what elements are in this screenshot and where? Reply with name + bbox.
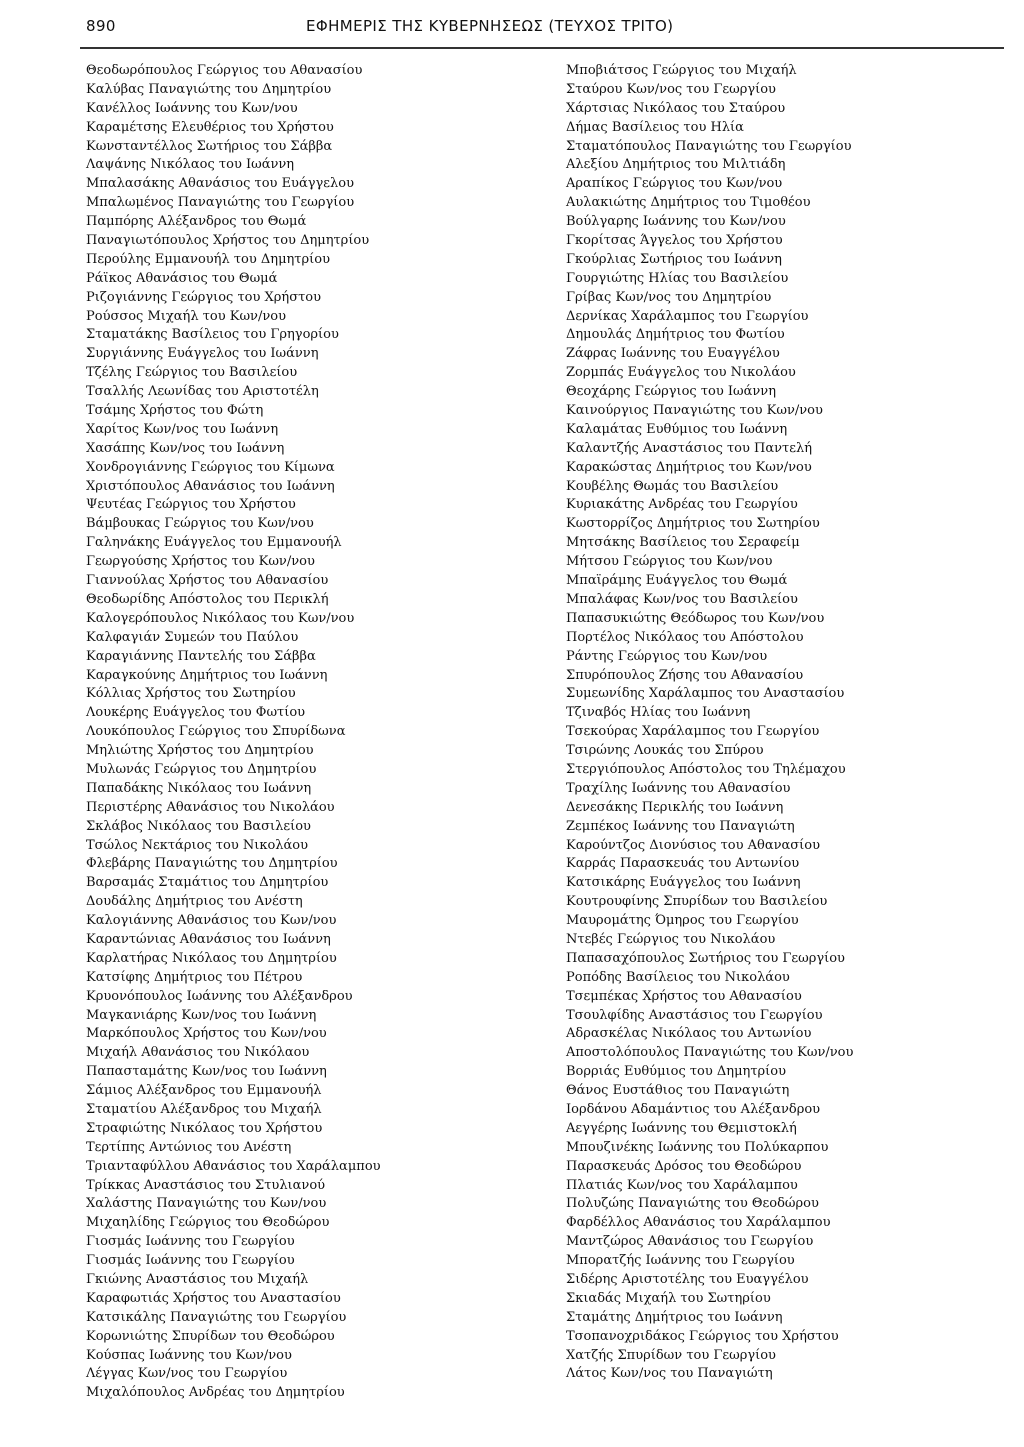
- name-entry: Καινούργιος Παναγιώτης του Κων/νου: [566, 403, 823, 419]
- name-entry: Μπαλάφας Κων/νος του Βασιλείου: [566, 591, 798, 607]
- name-entry: Καλογερόπουλος Νικόλαος του Κων/νου: [86, 610, 355, 626]
- name-entry: Μιχαηλίδης Γεώργιος του Θεοδώρου: [86, 1215, 330, 1231]
- name-entry: Τρίκκας Αναστάσιος του Στυλιανού: [86, 1177, 326, 1193]
- name-entry: Κουτρουφίνης Σπυρίδων του Βασιλείου: [566, 894, 828, 910]
- name-entry: Περιστέρης Αθανάσιος του Νικολάου: [86, 799, 335, 815]
- name-entry: Κωστορρίζος Δημήτριος του Σωτηρίου: [566, 516, 820, 532]
- name-entry: Σάμιος Αλέξανδρος του Εμμανουήλ: [86, 1083, 322, 1099]
- name-entry: Χονδρογιάννης Γεώργιος του Κίμωνα: [86, 459, 335, 475]
- name-entry: Κατσικάλης Παναγιώτης του Γεωργίου: [86, 1309, 347, 1325]
- name-entry: Σκιαδάς Μιχαήλ του Σωτηρίου: [566, 1290, 771, 1306]
- name-entry: Μπορατζής Ιωάννης του Γεωργίου: [566, 1253, 795, 1269]
- name-entry: Σκλάβος Νικόλαος του Βασιλείου: [86, 818, 311, 834]
- name-entry: Παμπόρης Αλέξανδρος του Θωμά: [86, 214, 307, 230]
- name-entry: Τσώλος Νεκτάριος του Νικολάου: [86, 837, 309, 853]
- name-entry: Μιχαήλ Αθανάσιος του Νικόλαου: [86, 1045, 310, 1061]
- name-entry: Καλφαγιάν Συμεών του Παύλου: [86, 629, 299, 645]
- name-entry: Μπαϊράμης Ευάγγελος του Θωμά: [566, 573, 788, 589]
- name-entry: Γιοσμάς Ιωάννης του Γεωργίου: [86, 1253, 295, 1269]
- name-entry: Θεοχάρης Γεώργιος του Ιωάννη: [566, 384, 776, 400]
- name-entry: Δημουλάς Δημήτριος του Φωτίου: [566, 327, 785, 343]
- name-entry: Χατζής Σπυρίδων του Γεωργίου: [566, 1347, 776, 1363]
- name-entry: Σπυρόπουλος Ζήσης του Αθανασίου: [566, 667, 804, 683]
- name-entry: Λουκόπουλος Γεώργιος του Σπυρίδωνα: [86, 724, 346, 740]
- name-entry: Γεωργούσης Χρήστος του Κων/νου: [86, 554, 315, 570]
- name-entry: Χάρτσιας Νικόλαος του Σταύρου: [566, 100, 786, 116]
- header-rule: [80, 47, 1004, 49]
- name-entry: Χριστόπουλος Αθανάσιος του Ιωάννη: [86, 478, 335, 494]
- name-entry: Τσεκούρας Χαράλαμπος του Γεωργίου: [566, 724, 820, 740]
- name-entry: Αποστολόπουλος Παναγιώτης του Κων/νου: [566, 1045, 854, 1061]
- name-entry: Καλαμάτας Ευθύμιος του Ιωάννη: [566, 421, 788, 437]
- name-entry: Γιοσμάς Ιωάννης του Γεωργίου: [86, 1234, 295, 1250]
- name-entry: Ράντης Γεώργιος του Κων/νου: [566, 648, 768, 664]
- name-entry: Σταμάτης Δημήτριος του Ιωάννη: [566, 1309, 783, 1325]
- name-entry: Ιορδάνου Αδαμάντιος του Αλέξανδρου: [566, 1101, 821, 1117]
- name-entry: Πολυζώης Παναγιώτης του Θεοδώρου: [566, 1196, 819, 1212]
- name-entry: Μποβιάτσος Γεώργιος του Μιχαήλ: [566, 63, 797, 78]
- name-entry: Σταματίου Αλέξανδρος του Μιχαήλ: [86, 1101, 322, 1117]
- name-entry: Τερτίπης Αντώνιος του Ανέστη: [86, 1139, 292, 1155]
- name-entry: Γουργιώτης Ηλίας του Βασιλείου: [566, 270, 789, 286]
- page-number: 890: [86, 17, 116, 35]
- name-entry: Δενεσάκης Περικλής του Ιωάννη: [566, 799, 784, 815]
- name-entry: Κατσίφης Δημήτριος του Πέτρου: [86, 969, 303, 985]
- name-entry: Μπαλωμένος Παναγιώτης του Γεωργίου: [86, 195, 355, 211]
- name-entry: Λουκέρης Ευάγγελος του Φωτίου: [86, 705, 306, 721]
- name-entry: Κόλλιας Χρήστος του Σωτηρίου: [86, 686, 296, 702]
- name-entry: Καλογιάννης Αθανάσιος του Κων/νου: [86, 913, 337, 929]
- name-entry: Αλεξίου Δημήτριος του Μιλτιάδη: [566, 157, 786, 173]
- name-entry: Καραμέτσης Ελευθέριος του Χρήστου: [86, 119, 334, 135]
- name-entry: Τσοπανοχριδάκος Γεώργιος του Χρήστου: [566, 1328, 839, 1344]
- name-entry: Καρλατήρας Νικόλαος του Δημητρίου: [86, 950, 337, 966]
- name-entry: Κυριακάτης Ανδρέας του Γεωργίου: [566, 497, 798, 513]
- name-entry: Μαρκόπουλος Χρήστος του Κων/νου: [86, 1026, 327, 1042]
- name-entry: Μηλιώτης Χρήστος του Δημητρίου: [86, 743, 314, 759]
- name-entry: Ζάφρας Ιωάννης του Ευαγγέλου: [566, 346, 780, 362]
- name-entry: Αεγγέρης Ιωάννης του Θεμιστοκλή: [566, 1120, 797, 1136]
- name-entry: Στεργιόπουλος Απόστολος του Τηλέμαχου: [566, 761, 846, 777]
- name-entry: Καλύβας Παναγιώτης του Δημητρίου: [86, 81, 332, 97]
- name-entry: Λάτος Κων/νος του Παναγιώτη: [566, 1366, 773, 1382]
- name-entry: Θεοδωρόπουλος Γεώργιος του Αθανασίου: [86, 63, 363, 78]
- name-entry: Κρυονόπουλος Ιωάννης του Αλέξανδρου: [86, 988, 353, 1004]
- name-entry: Παπασαχόπουλος Σωτήριος του Γεωργίου: [566, 950, 845, 966]
- name-entry: Καρακώστας Δημήτριος του Κων/νου: [566, 459, 812, 475]
- journal-title: ΕΦΗΜΕΡΙΣ ΤΗΣ ΚΥΒΕΡΝΗΣΕΩΣ (ΤΕΥΧΟΣ ΤΡΙΤΟ): [306, 17, 674, 35]
- name-entry: Μαντζώρος Αθανάσιος του Γεωργίου: [566, 1234, 814, 1250]
- name-entry: Ριζογιάννης Γεώργιος του Χρήστου: [86, 289, 322, 305]
- name-entry: Μαυρομάτης Όμηρος του Γεωργίου: [566, 913, 799, 929]
- name-entry: Τσάμης Χρήστος του Φώτη: [86, 403, 264, 419]
- name-entry: Μιχαλόπουλος Ανδρέας του Δημητρίου: [86, 1385, 345, 1401]
- name-entry: Καραγιάννης Παντελής του Σάββα: [86, 648, 316, 664]
- name-entry: Γκούρλιας Σωτήριος του Ιωάννη: [566, 251, 782, 267]
- name-entry: Πορτέλος Νικόλαος του Απόστολου: [566, 629, 804, 645]
- left-name-column: [86, 62, 506, 1403]
- name-entry: Σιδέρης Αριστοτέλης του Ευαγγέλου: [566, 1272, 809, 1287]
- name-entry: Βαρσαμάς Σταμάτιος του Δημητρίου: [86, 875, 329, 891]
- name-entry: Τριανταφύλλου Αθανάσιος του Χαράλαμπου: [86, 1158, 381, 1174]
- name-entry: Ζεμπέκος Ιωάννης του Παναγιώτη: [566, 818, 795, 834]
- name-entry: Παπασταμάτης Κων/νος του Ιωάννη: [86, 1064, 327, 1080]
- name-entry: Καρούντζος Διονύσιος του Αθανασίου: [566, 837, 821, 853]
- name-entry: Καραγκούνης Δημήτριος του Ιωάννη: [86, 667, 328, 683]
- name-entry: Μπαλασάκης Αθανάσιος του Ευάγγελου: [86, 176, 354, 192]
- name-entry: Παναγιωτόπουλος Χρήστος του Δημητρίου: [86, 233, 370, 249]
- name-entry: Χαρίτος Κων/νος του Ιωάννη: [86, 421, 279, 437]
- name-entry: Δήμας Βασίλειος του Ηλία: [566, 119, 744, 135]
- name-entry: Μητσάκης Βασίλειος του Σεραφείμ: [566, 535, 800, 551]
- name-entry: Αυλακιώτης Δημήτριος του Τιμοθέου: [566, 195, 811, 211]
- name-entry: Λέγγας Κων/νος του Γεωργίου: [86, 1366, 288, 1382]
- name-entry: Πλατιάς Κων/νος του Χαράλαμπου: [566, 1177, 798, 1193]
- name-entry: Τσεμπέκας Χρήστος του Αθανασίου: [566, 988, 802, 1004]
- name-entry: Παπασυκιώτης Θεόδωρος του Κων/νου: [566, 610, 825, 626]
- name-entry: Κωνσταντέλλος Σωτήριος του Σάββα: [86, 138, 333, 154]
- name-entry: Τραχίλης Ιωάννης του Αθανασίου: [566, 780, 791, 796]
- name-entry: Θεοδωρίδης Απόστολος του Περικλή: [86, 591, 329, 607]
- name-entry: Παπαδάκης Νικόλαος του Ιωάννη: [86, 780, 312, 796]
- name-entry: Τζιναβός Ηλίας του Ιωάννη: [566, 705, 751, 721]
- name-entry: Αδρασκέλας Νικόλαος του Αντωνίου: [566, 1026, 812, 1042]
- name-entry: Κούσπας Ιωάννης του Κων/νου: [86, 1347, 292, 1363]
- name-entry: Δουδάλης Δημήτριος του Ανέστη: [86, 894, 303, 910]
- name-entry: Αραπίκος Γεώργιος του Κων/νου: [566, 176, 783, 192]
- name-entry: Γκιώνης Αναστάσιος του Μιχαήλ: [86, 1272, 309, 1287]
- name-entry: Τσουλφίδης Αναστάσιος του Γεωργίου: [566, 1007, 823, 1023]
- name-entry: Φλεβάρης Παναγιώτης του Δημητρίου: [86, 856, 338, 872]
- name-entry: Σταματόπουλος Παναγιώτης του Γεωργίου: [566, 138, 852, 154]
- right-name-column: [566, 62, 1016, 1384]
- name-entry: Καραντώνιας Αθανάσιος του Ιωάννη: [86, 931, 331, 947]
- name-entry: Ζορμπάς Ευάγγελος του Νικολάου: [566, 365, 796, 381]
- name-entry: Σταματάκης Βασίλειος του Γρηγορίου: [86, 327, 339, 343]
- name-entry: Κουβέλης Θωμάς του Βασιλείου: [566, 478, 779, 494]
- name-entry: Τσιρώνης Λουκάς του Σπύρου: [566, 743, 764, 759]
- name-entry: Καρράς Παρασκευάς του Αντωνίου: [566, 856, 800, 872]
- name-entry: Κορωνιώτης Σπυρίδων του Θεοδώρου: [86, 1328, 335, 1344]
- name-entry: Τζέλης Γεώργιος του Βασιλείου: [86, 365, 298, 381]
- name-entry: Μπουζινέκης Ιωάννης του Πολύκαρπου: [566, 1139, 829, 1155]
- name-entry: Ντεβές Γεώργιος του Νικολάου: [566, 931, 776, 947]
- name-entry: Ροπόδης Βασίλειος του Νικολάου: [566, 969, 790, 985]
- name-entry: Μυλωνάς Γεώργιος του Δημητρίου: [86, 761, 317, 777]
- name-entry: Μαγκανιάρης Κων/νος του Ιωάννη: [86, 1007, 317, 1023]
- name-entry: Ψευτέας Γεώργιος του Χρήστου: [86, 497, 296, 513]
- name-entry: Συμεωνίδης Χαράλαμπος του Αναστασίου: [566, 686, 845, 702]
- name-entry: Λαψάνης Νικόλαος του Ιωάννη: [86, 157, 295, 173]
- name-entry: Φαρδέλλος Αθανάσιος του Χαράλαμπου: [566, 1215, 831, 1231]
- name-entry: Γκορίτσας Άγγελος του Χρήστου: [566, 233, 783, 249]
- name-entry: Ρούσσος Μιχαήλ του Κων/νου: [86, 308, 286, 324]
- name-entry: Γαληνάκης Ευάγγελος του Εμμανουήλ: [86, 535, 342, 551]
- name-entry: Βούλγαρης Ιωάννης του Κων/νου: [566, 214, 786, 230]
- name-entry: Συργιάννης Ευάγγελος του Ιωάννη: [86, 346, 319, 362]
- name-entry: Στραφιώτης Νικόλαος του Χρήστου: [86, 1120, 323, 1136]
- name-entry: Περούλης Εμμανουήλ του Δημητρίου: [86, 251, 330, 267]
- name-entry: Καραφωτιάς Χρήστος του Αναστασίου: [86, 1290, 341, 1306]
- name-entry: Τσαλλής Λεωνίδας του Αριστοτέλη: [86, 384, 319, 400]
- page-header: [80, 14, 1000, 42]
- name-entry: Χασάπης Κων/νος του Ιωάννη: [86, 440, 285, 456]
- name-entry: Ράϊκος Αθανάσιος του Θωμά: [86, 270, 278, 286]
- name-entry: Σταύρου Κων/νος του Γεωργίου: [566, 81, 776, 97]
- name-entry: Κανέλλος Ιωάννης του Κων/νου: [86, 100, 298, 116]
- name-entry: Χαλάστης Παναγιώτης του Κων/νου: [86, 1196, 327, 1212]
- name-entry: Μήτσου Γεώργιος του Κων/νου: [566, 554, 773, 570]
- name-entry: Κατσικάρης Ευάγγελος του Ιωάννη: [566, 875, 801, 891]
- name-entry: Βάμβουκας Γεώργιος του Κων/νου: [86, 516, 314, 532]
- name-entry: Παρασκευάς Δρόσος του Θεοδώρου: [566, 1158, 802, 1174]
- name-entry: Γιαννούλας Χρήστος του Αθανασίου: [86, 573, 329, 589]
- name-entry: Θάνος Ευστάθιος του Παναγιώτη: [566, 1083, 790, 1099]
- name-entry: Γρίβας Κων/νος του Δημητρίου: [566, 289, 772, 305]
- name-entry: Δερνίκας Χαράλαμπος του Γεωργίου: [566, 308, 809, 324]
- name-entry: Βορριάς Ευθύμιος του Δημητρίου: [566, 1064, 786, 1080]
- name-entry: Καλαντζής Αναστάσιος του Παντελή: [566, 440, 813, 456]
